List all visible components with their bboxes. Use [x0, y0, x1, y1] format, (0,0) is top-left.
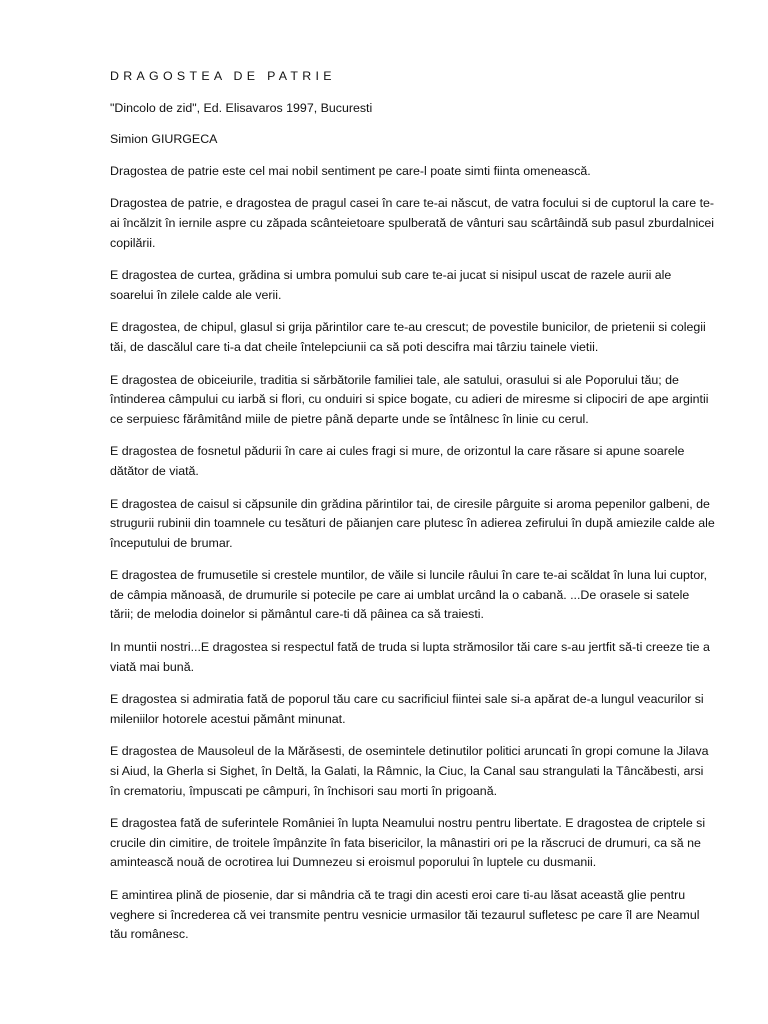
paragraph: E dragostea de obiceiurile, traditia si sărbătorile familiei tale, ale satului, orasului si ale Poporului tău; de întinderea câmpului cu iarbă si flori, cu onduiri si spice bogate, cu adieri de miresme si clipociri de ape argintii ce serpuiesc fărâmitând miile de pietre până departe unde se întâlnesc în linie cu cerul.: [110, 372, 709, 426]
paragraph: E dragostea si admiratia fată de poporul tău care cu sacrificiul fiintei sale si-a apărat de-a lungul veacurilor si mileniilor hotorele acestui pământ minunat.: [110, 692, 704, 726]
paragraph: E dragostea de frumusetile si crestele muntilor, de văile si luncile râului în care te-ai scăldat în luna lui cuptor, de câmpia mănoasă, de drumurile si potecile pe care ai umblat urcând la o cabană. ...De orasele si satele tării; de melodia doinelor si pământul care-ti dă pâinea ca să traiesti.: [110, 568, 708, 622]
paragraph: E dragostea de fosnetul pădurii în care ai cules fragi si mure, de orizontul la care răsare si apune soarele dătător de viată.: [110, 444, 685, 478]
paragraph: Dragostea de patrie, e dragostea de pragul casei în care te-ai născut, de vatra focului si de cuptorul la care te-ai încălzit în iernile aspre cu zăpada scânteietoare spulberată de vânturi sau scârtâindă sub pasul zburdalnicei copilării.: [110, 196, 715, 250]
paragraph: E dragostea de Mausoleul de la Mărăsesti, de osemintele detinutilor politici aruncati în gropi comune la Jilava si Aiud, la Gherla si Sighet, în Deltă, la Galati, la Râmnic, la Ciuc, la Canal sau strangulati la Tâncăbesti, arsi în crematoriu, împuscati pe câmpuri, în închisori sau morti în prigoană.: [110, 744, 709, 798]
source-line: "Dincolo de zid", Ed. Elisavaros 1997, Bucuresti: [110, 100, 373, 115]
document-title: DRAGOSTEA DE PATRIE: [110, 69, 336, 83]
paragraph: E dragostea fată de suferintele României în lupta Neamului nostru pentru libertate. E dragostea de criptele si crucile din cimitire, de troitele împânzite în fata bisericilor, la mânastiri ori pe la răscruci de drumuri, ca să ne amintească nouă de ocrotirea lui Dumnezeu si eroismul poporului în luptele cu dusmanii.: [110, 816, 706, 870]
paragraph: E amintirea plină de piosenie, dar si mândria că te tragi din acesti eroi care ti-au lăsat această glie pentru veghere si încrederea că vei transmite pentru vesnicie urmasilor tăi tezaurul sufletesc pe care îl are Neamul tău românesc.: [110, 888, 700, 942]
author-name: Simion GIURGECA: [110, 132, 218, 147]
paragraph: Dragostea de patrie este cel mai nobil sentiment pe care-l poate simti fiinta omenească.: [110, 163, 591, 178]
paragraph: E dragostea de curtea, grădina si umbra pomului sub care te-ai jucat si nisipul uscat de razele aurii ale soarelui în zilele calde ale verii.: [110, 268, 672, 302]
paragraph: In muntii nostri...E dragostea si respectul fată de truda si lupta strămosilor tăi care s-au jertfit să-ti creeze tie a viată mai bună.: [110, 640, 710, 674]
paragraph: E dragostea de caisul si căpsunile din grădina părintilor tai, de ciresile pârguite si aroma pepenilor galbeni, de strugurii rubinii din toamnele cu tesături de păianjen care plutesc în adierea zefirului în după amiezile calde ale începutului de brumar.: [110, 496, 715, 550]
document-page: [110, 67, 715, 958]
paragraph: E dragostea, de chipul, glasul si grija părintilor care te-au crescut; de povestile bunicilor, de prietenii si colegii tăi, de dascălul care ti-a dat cheile întelepciunii ca să poti descifra mai târziu tainele vietii.: [110, 320, 706, 354]
